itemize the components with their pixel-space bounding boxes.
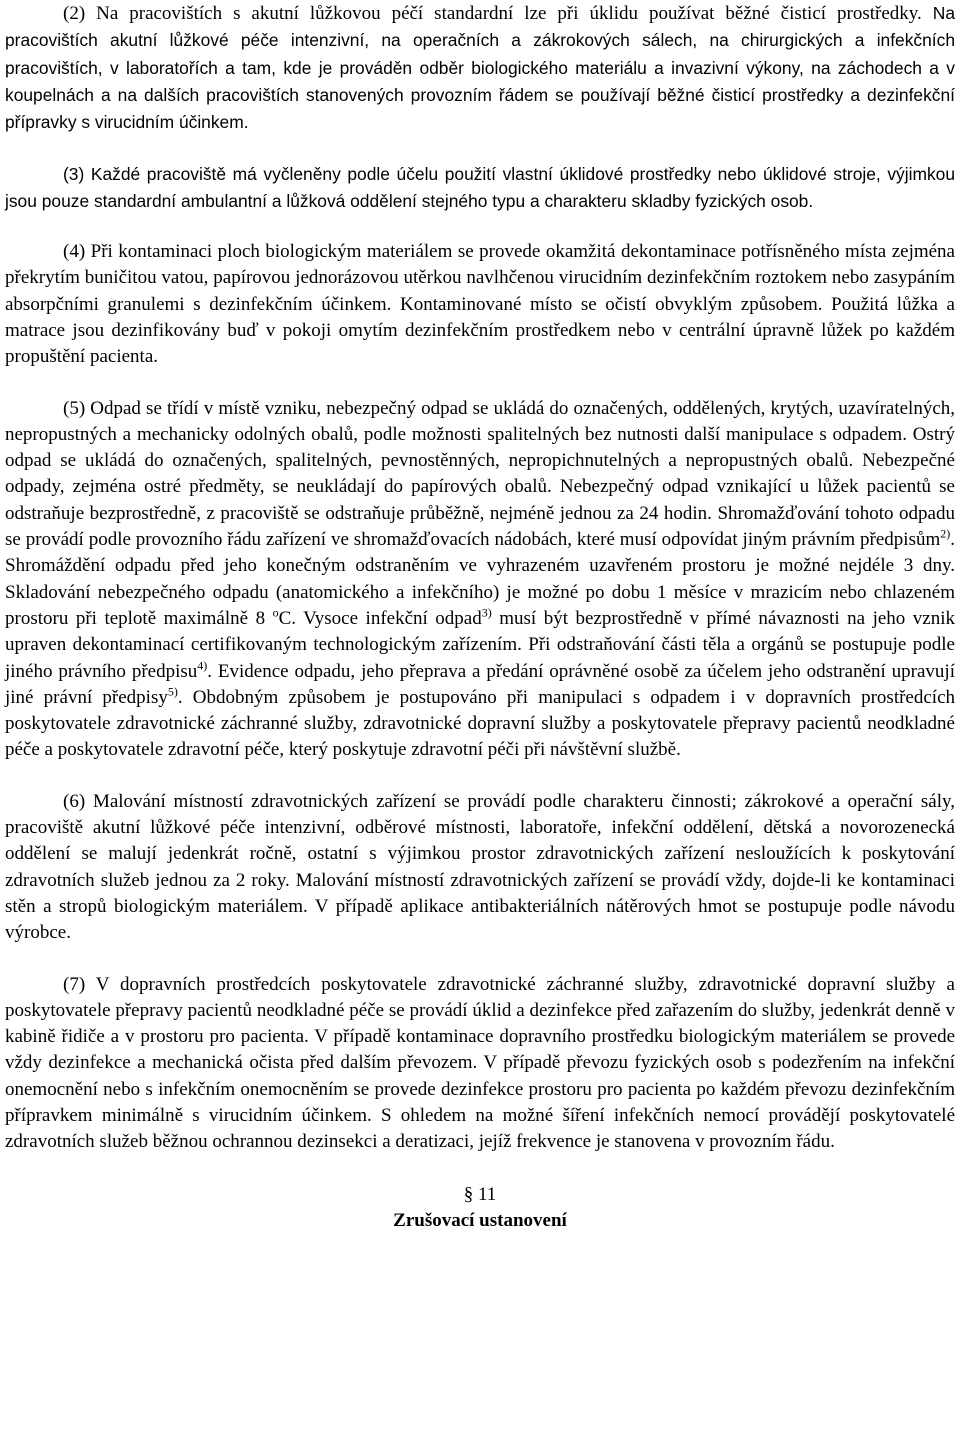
paragraph-2-lead: (2) Na pracovištích s akutní lůžkovou péčí standardní lze při úklidu používat běžné čisticí prostředky. bbox=[63, 3, 922, 24]
paragraph-4: (4) Při kontaminaci ploch biologickým materiálem se provede okamžitá dekontaminace potřísněného místa zejména překrytím buničitou vatou, papírovou jednorázovou utěrkou navlhčenou virucidním dezinfekčním roztokem nebo zasypáním absorpčními granulemi s dezinfekčním účinkem. Kontaminované místo se očistí obvyklým způsobem. Použitá lůžka a matrace jsou dezinfikovány buď v pokoji omytím dezinfekčním prostředkem nebo v centrální úpravně lůžek po každém propuštění pacienta. bbox=[5, 241, 955, 368]
footnote-ref-5: 5) bbox=[167, 684, 178, 699]
paragraph-5-text-a: (5) Odpad se třídí v místě vzniku, nebezpečný odpad se ukládá do označených, oddělených, krytých, uzavíratelných, nepropustných a mechanicky odolných obalů, podle možnosti spalitelných bez nutnosti další manipulace s odpadem. Ostrý odpad se ukládá do označených, spalitelných, pevnostěnných, nepropichnutelných a nepropustných obalů. Nebezpečné odpady, zejména ostré předměty, se neukládají do papírových obalů. Nebezpečný odpad vznikající u lůžek pacientů se odstraňuje bezprostředně, z pracoviště se odstraňuje průběžně, nejméně jednou za 24 hodin. Shromažďování tohoto odpadu se provádí podle provozního řádu zařízení ve shromažďovacích nádobách, které musí odpovídat jiným právním předpisům bbox=[5, 397, 955, 551]
paragraph-5-text-d: musí být bezprostředně v přímé návaznosti na jeho vznik upraven dekontaminací certifikovaným technologickým zařízením. Při odstraňování části těla a orgánů se postupuje podle jiného právního předpisu bbox=[5, 607, 955, 682]
paragraph-5-text-c: C. Vysoce infekční odpad bbox=[278, 607, 482, 629]
paragraph-2 bbox=[5, 0, 955, 136]
degree-sign: o bbox=[272, 605, 279, 620]
section-title: Zrušovací ustanovení bbox=[393, 1209, 567, 1231]
paragraph-5-text-e: . Evidence odpadu, jeho přeprava a předání oprávněné osobě za účelem jeho odstranění upravují jiné právní předpisy bbox=[5, 660, 955, 708]
footnote-ref-2: 2) bbox=[940, 526, 951, 541]
paragraph-5-text-f: . Obdobným způsobem je postupováno při manipulaci s odpadem i v dopravních prostředcích poskytovatele zdravotnické záchranné služby, zdravotnické dopravní služby a poskytovatele přepravy pacientů neodkladné péče a poskytovatele zdravotní péče, který poskytuje zdravotní péči při návštěvní službě. bbox=[5, 686, 955, 761]
footnote-ref-4: 4) bbox=[197, 658, 208, 673]
paragraph-6: (6) Malování místností zdravotnických zařízení se provádí podle charakteru činnosti; zákrokové a operační sály, pracoviště akutní lůžkové péče intenzivní, odběrové místnosti, laboratoře, infekční oddělení, dětská a novorozenecká oddělení se malují jedenkrát ročně, ostatní s výjimkou prostor zdravotnických zařízení nesloužících k poskytování zdravotních služeb jednou za 2 roky. Malování místností zdravotnických zařízení se provádí vždy, dojde-li ke kontaminaci stěn a stropů biologickým materiálem. V případě aplikace antibakteriálních nátěrových hmot se postupuje podle návodu výrobce. bbox=[5, 790, 955, 944]
document-page bbox=[5, 0, 955, 1234]
paragraph-3: (3) Každé pracoviště má vyčleněny podle účelu použití vlastní úklidové prostředky nebo úklidové stroje, výjimkou jsou pouze standardní ambulantní a lůžková oddělení stejného typu a charakteru skladby fyzických osob. bbox=[5, 164, 955, 211]
footnote-ref-3: 3) bbox=[481, 605, 492, 620]
paragraph-7: (7) V dopravních prostředcích poskytovatele zdravotnické záchranné služby, zdravotnické dopravní služby a poskytovatele přepravy pacientů neodkladné péče se provádí úklid a dezinfekce před zařazením do služby, jedenkrát denně v kabině řidiče a v prostoru pro pacienta. V případě kontaminace dopravního prostředku biologickým materiálem se provede vždy dezinfekce a mechanická očista před dalším převozem. V případě převozu fyzických osob s podezřením na infekční onemocnění nebo s infekčním onemocněním se provede dezinfekce prostoru pro pacienta po každém převozu dezinfekčním přípravkem minimálně s virucidním účinkem. S ohledem na možné šíření infekčních nemocí provádějí poskytovatelé zdravotních služeb běžnou ochrannou dezinsekci a deratizaci, jejíž frekvence je stanovena v provozním řádu. bbox=[5, 973, 955, 1153]
paragraph-2-body: Na pracovištích akutní lůžkové péče intenzivní, na operačních a zákrokových sálech, na chirurgických a infekčních pracovištích, v laboratořích a tam, kde je prováděn odběr biologického materiálu a invazivní výkony, na záchodech a v koupelnách a na dalších pracovištích stanovených provozním řádem se používají běžné čisticí prostředky a dezinfekční přípravky s virucidním účinkem. bbox=[5, 3, 955, 133]
paragraph-5 bbox=[5, 396, 955, 764]
paragraph-5-text-b: . Shromáždění odpadu před jeho konečným odstraněním ve vyhrazeném uzavřeném prostoru je možné nejdéle 3 dny. Skladování nebezpečného odpadu (anatomického a infekčního) je možné po dobu 1 měsíce v mrazicím nebo chlazeném prostoru při teplotě maximálně 8 bbox=[5, 529, 955, 629]
section-number: § 11 bbox=[463, 1183, 497, 1205]
